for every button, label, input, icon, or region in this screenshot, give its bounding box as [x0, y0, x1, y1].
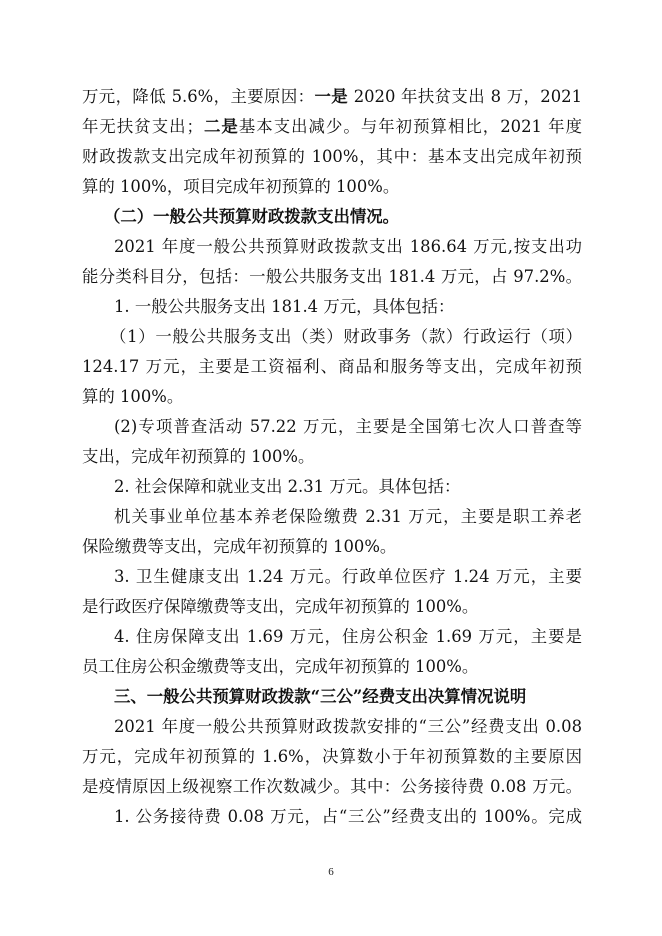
body-line-20: 员工住房公积金缴费等支出，完成年初预算的 100%。: [82, 657, 479, 676]
body-line-12: (2)专项普查活动 57.22 万元，主要是全国第七次人口普查等: [114, 417, 582, 436]
body-line-6: 2021 年度一般公共预算财政拨款支出 186.64 万元,按支出功: [114, 237, 582, 256]
page-number: 6: [328, 866, 334, 878]
body-line-4: 算的 100%，项目完成年初预算的 100%。: [82, 177, 400, 196]
body-line-2: 年无扶贫支出；二是基本支出减少。与年初预算相比，2021 年度: [82, 117, 582, 136]
body-line-9: （1）一般公共服务支出（类）财政事务（款）行政运行（项）: [110, 327, 582, 346]
body-line-25: 1. 公务接待费 0.08 万元，占“三公”经费支出的 100%。完成: [114, 807, 582, 826]
body-line-11: 算的 100%。: [82, 387, 184, 406]
body-line-22: 2021 年度一般公共预算财政拨款安排的“三公”经费支出 0.08: [114, 717, 582, 736]
body-line-17: 3. 卫生健康支出 1.24 万元。行政单位医疗 1.24 万元，主要: [114, 567, 582, 586]
body-line-24: 是疫情原因上级视察工作次数减少。其中：公务接待费 0.08 万元。: [82, 777, 582, 796]
body-line-8: 1. 一般公共服务支出 181.4 万元，具体包括：: [114, 297, 455, 316]
body-line-10: 124.17 万元，主要是工资福利、商品和服务等支出，完成年初预: [82, 357, 582, 376]
section-heading-2: （二）一般公共预算财政拨款支出情况。: [104, 207, 400, 226]
section-heading-3: 三、一般公共预算财政拨款“三公”经费支出决算情况说明: [114, 687, 527, 706]
body-line-7: 能分类科目分，包括：一般公共服务支出 181.4 万元，占 97.2%。: [82, 267, 582, 286]
body-line-16: 保险缴费等支出，完成年初预算的 100%。: [82, 537, 397, 556]
body-line-1: 万元，降低 5.6%，主要原因：一是 2020 年扶贫支出 8 万，2021: [82, 87, 582, 106]
body-line-19: 4. 住房保障支出 1.69 万元，住房公积金 1.69 万元，主要是: [114, 627, 582, 646]
body-line-18: 是行政医疗保障缴费等支出，完成年初预算的 100%。: [82, 597, 479, 616]
body-line-13: 支出，完成年初预算的 100%。: [82, 447, 315, 466]
body-line-15: 机关事业单位基本养老保险缴费 2.31 万元，主要是职工养老: [114, 507, 582, 526]
body-line-3: 财政拨款支出完成年初预算的 100%，其中：基本支出完成年初预: [82, 147, 582, 166]
body-line-23: 万元，完成年初预算的 1.6%，决算数小于年初预算数的主要原因: [82, 747, 582, 766]
body-line-14: 2. 社会保障和就业支出 2.31 万元。具体包括：: [114, 477, 461, 496]
